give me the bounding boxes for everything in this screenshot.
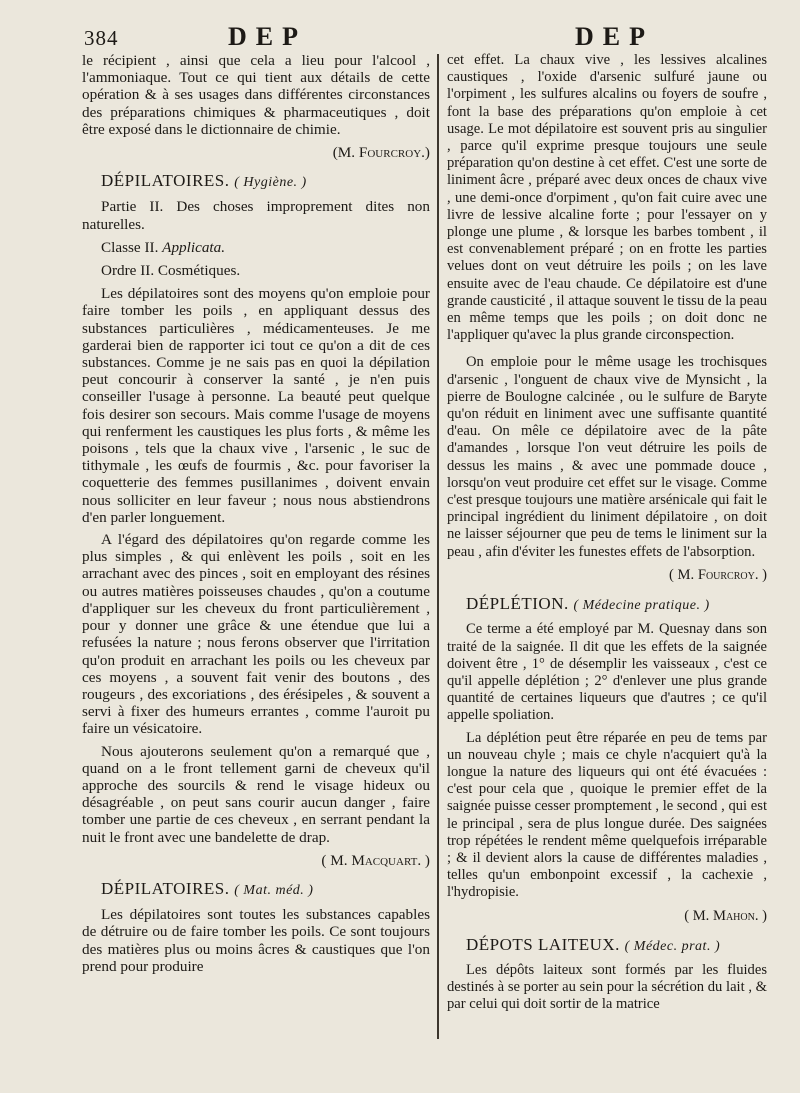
entry-heading xyxy=(101,172,430,191)
entry-title: DÉPOTS LAITEUX. xyxy=(466,934,620,954)
classification-ordre: Ordre II. Cosmétiques. xyxy=(101,262,241,280)
classe-value: Applicata. xyxy=(162,238,226,256)
classification-classe xyxy=(101,239,430,256)
entry-category: ( Mat. méd. ) xyxy=(234,882,314,898)
paragraph: Nous ajouterons seulement qu'on a remarqué que , quand on a le front tellement garni de cheveux qu'il approche des sourcils & rend le visage hideux ou désagréable , on peut sans courir aucun danger , faire tomber une partie de ces cheveux , en serrant pendant la nuit le front avec une bandelette de drap. xyxy=(82,742,430,846)
classification-part: Partie II. Des choses improprement dites non naturelles. xyxy=(82,198,430,233)
paragraph: On emploie pour le même usage les trochisques d'arsenic , l'onguent de chaux vive de Mynsicht , la pierre de Boulogne calcinée , ou le sulfure de Baryte qu'on réduit en liniment avec une suffisante quantité d'eau. On mêle ce dépilatoire avec de la pâte d'amandes , lorsque l'on veut détruire les poils de dessus les mains , & avec une pommade douce , lorsqu'on veut produire cet effet sur le visage. Comme c'est presque toujours une matière arsénicale qui fait le principal ingrédient du liniment dépilatoire , on doit ne laisser séjourner que peu de tems le liniment sur la peau , afin d'éviter les funestes effets de l'absorption. xyxy=(447,354,767,560)
author-signature: ( M. Mahon. ) xyxy=(684,907,767,924)
author-signature: ( M. Fourcroy. ) xyxy=(669,566,767,583)
page-header xyxy=(0,0,800,52)
entry-heading xyxy=(466,936,767,955)
entry-title: DÉPLÉTION. xyxy=(466,594,569,614)
column-divider xyxy=(437,54,439,1039)
entry-heading xyxy=(101,880,430,899)
paragraph: A l'égard des dépilatoires qu'on regarde comme les plus simples , & qui enlèvent les poils , soit en les arrachant avec des pinces , soit en employant des résines ou autres matières poisseuses chaudes , qu'on a coutume d'appliquer sur les cheveux du front particulièrement , pour y donner une grâce & une étendue que lui a refusées la nature ; nous ferons observer que l'irritation qu'on produit en arrachant les poils ou les cheveux par ces moyens , a souvent fait venir des boutons , des rougeurs , des excoriations , des érésipeles , & souvent a servi à fixer des humeurs errantes , comme l'auroit pu faire un vésicatoire. xyxy=(82,531,430,738)
left-column xyxy=(82,52,430,975)
paragraph: Les dépôts laiteux sont formés par les fluides destinés à se porter au sein pour la sécrétion du lait , & par celui qui doit sortir de la matrice xyxy=(447,961,767,1013)
paragraph: Ce terme a été employé par M. Quesnay dans son traité de la saignée. Il dit que les effets de la saignée doivent être , 1° de désemplir les vaisseaux , c'est ce qu'il appelle déplétion ; 2° d'enlever une plus grande quantité de certaines liqueurs que d'autres ; ce qu'il appelle spoliation. xyxy=(447,621,767,724)
entry-category: ( Hygiène. ) xyxy=(234,175,307,191)
entry-category: ( Médecine pratique. ) xyxy=(573,598,710,614)
entry-heading xyxy=(466,595,767,614)
paragraph: Les dépilatoires sont des moyens qu'on emploie pour faire tomber les poils , en appliquant dessus des substances particulières , médicamenteuses. Je me garderai bien de rapporter ici tout ce qu'on a dit de ces substances. Comme je ne sais pas en quoi la dépilation peut concourir à conserver la santé , je n'en puis conseiller l'usage à personne. La beauté peut quelque fois desirer son secours. Mais comme l'usage de moyens qui renferment les caustiques les plus forts , & même les poisons , tels que la chaux vive , l'arsenic , le suc de tithymale , les œufs de fourmis , &c. pour favoriser la coquetterie des femmes pusillanimes , doivent envain nous solliciter en leur faveur ; nous nous abstiendrons d'en parler longuement. xyxy=(82,285,430,526)
entry-title: DÉPILATOIRES. xyxy=(101,878,230,898)
paragraph: La déplétion peut être réparée en peu de tems par un nouveau chyle ; mais ce chyle n'acquiert qu'à la longue la nature des liqueurs qui ont été évacuées : c'est pour cela que , quoique le premier effet de la saignée puisse cesser promptement , le second , qui est le principal , sera de plus longue durée. Des saignées trop répétées le rendent même quelquefois irréparable ; & il devient alors la cause de différentes maladies , telles qu'un embonpoint excessif , la cachexie , l'hydropisie. xyxy=(447,729,767,901)
paragraph: le récipient , ainsi que cela a lieu pour l'alcool , l'ammoniaque. Tout ce qui tient aux détails de cette opération & à ses usages dans différentes circonstances des préparations chimiques & pharmaceutiques , doit être exposé dans le dictionnaire de chimie. xyxy=(82,52,430,138)
running-head-right: DEP xyxy=(575,22,654,51)
paragraph: cet effet. La chaux vive , les lessives alcalines caustiques , l'oxide d'arsenic sulfuré jaune ou l'orpiment , les sulfures alcalins ou foyers de soufre , font la base des préparations qu'on emploie à cet usage. Le mot dépilatoire est souvent pris au singulier , parce qu'il exprime presque toujours une seule préparation qu'on destine à cet effet. C'est une sorte de liniment âcre , préparé avec deux onces de chaux vive , une demi-once d'orpiment , qu'on fait cuire avec une livre de lessive alcaline forte ; pour l'essayer on y plonge une plume , & lorsque les barbes tombent , il est convenablement préparé ; on en frotte les parties velues dont on veut détruire les poils ; on les lave ensuite avec de l'eau chaude. Ce dépilatoire est d'une grande causticité , il attaque souvent le tissu de la peau en même temps que les poils ; on doit donc ne l'appliquer qu'avec la plus grande circonspection. xyxy=(447,52,767,344)
classe-label: Classe II. xyxy=(101,238,159,256)
author-signature: (M. Fourcroy.) xyxy=(332,144,430,162)
right-column xyxy=(447,52,767,1014)
author-signature: ( M. Macquart. ) xyxy=(321,851,430,869)
entry-title: DÉPILATOIRES. xyxy=(101,171,230,191)
running-head-left: DEP xyxy=(228,22,307,51)
page-number: 384 xyxy=(84,26,119,50)
entry-category: ( Médec. prat. ) xyxy=(624,938,721,954)
paragraph: Les dépilatoires sont toutes les substances capables de détruire ou de faire tomber les poils. Ce sont toujours des matières plus ou moins âcres & caustiques que l'on prend pour produire xyxy=(82,906,430,975)
